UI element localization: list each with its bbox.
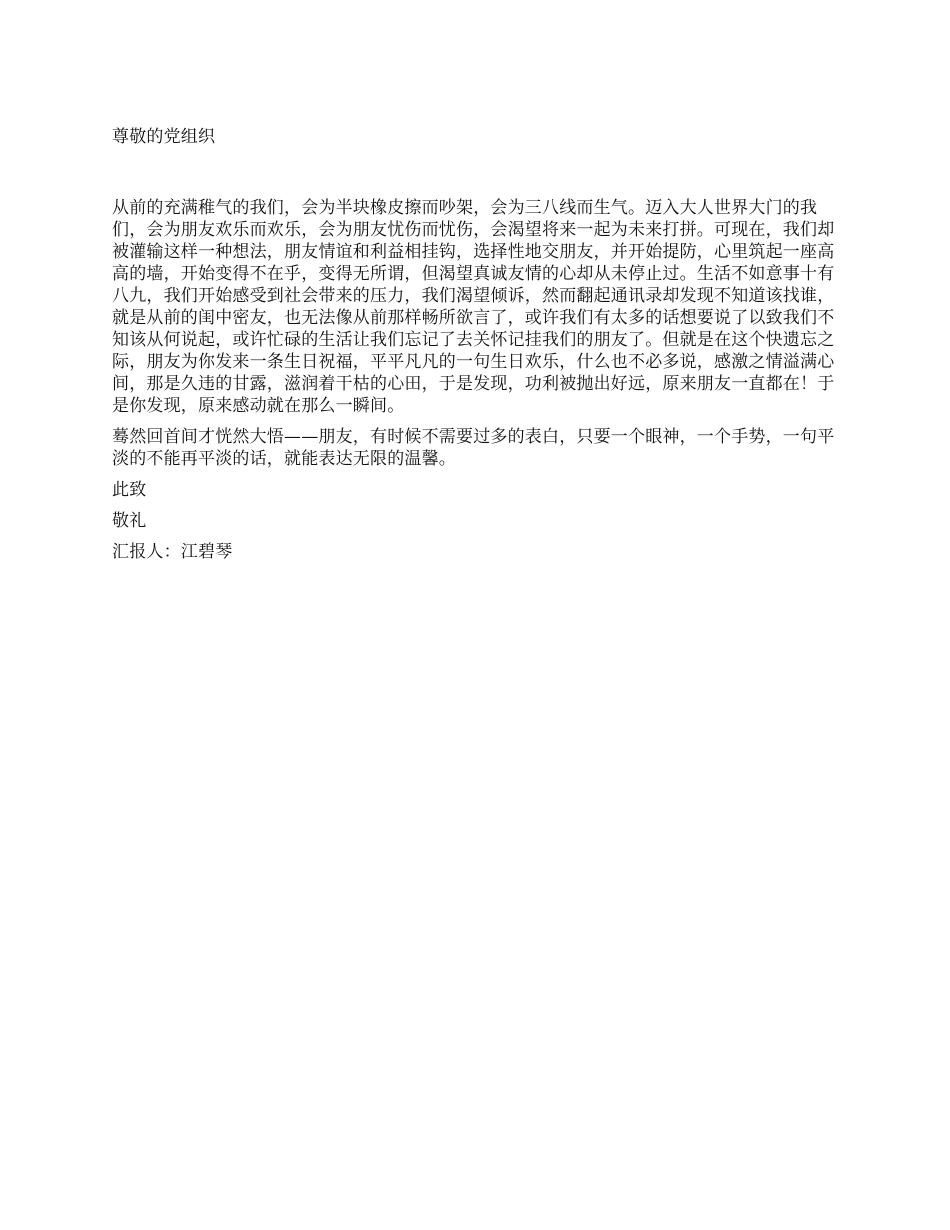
body-paragraph: 从前的充满稚气的我们，会为半块橡皮擦而吵架，会为三八线而生气。迈入大人世界大门的我们，会为朋友欢乐而欢乐，会为朋友忧伤而忧伤，会渴望将来一起为未来打拼。可现在，我们却被灌输这样一种想法，朋友情谊和利益相挂钩，选择性地交朋友，并开始提防，心里筑起一座高高的墙，开始变得不在乎，变得无所谓，但渴望真诚友情的心却从未停止过。生活不如意事十有八九，我们开始感受到社会带来的压力，我们渴望倾诉，然而翻起通讯录却发现不知道该找谁，就是从前的闺中密友，也无法像从前那样畅所欲言了，或许我们有太多的话想要说了以致我们不知该从何说起，或许忙碌的生活让我们忘记了去关怀记挂我们的朋友了。但就是在这个快遗忘之际，朋友为你发来一条生日祝福，平平凡凡的一句生日欢乐，什么也不必多说，感激之情溢满心间，那是久违的甘露，滋润着干枯的心田，于是发现，功利被抛出好远，原来朋友一直都在！于是你发现，原来感动就在那么一瞬间。 xyxy=(112,198,835,416)
closing-line: 此致 xyxy=(112,480,147,500)
closing-salute: 敬礼 xyxy=(112,511,147,531)
body-paragraph: 蓦然回首间才恍然大悟——朋友，有时候不需要过多的表白，只要一个眼神，一个手势，一句平淡的不能再平淡的话，就能表达无限的温馨。 xyxy=(112,427,835,469)
salutation: 尊敬的党组织 xyxy=(112,127,216,147)
letter-document xyxy=(112,126,837,563)
signature: 汇报人：江碧琴 xyxy=(112,542,233,562)
